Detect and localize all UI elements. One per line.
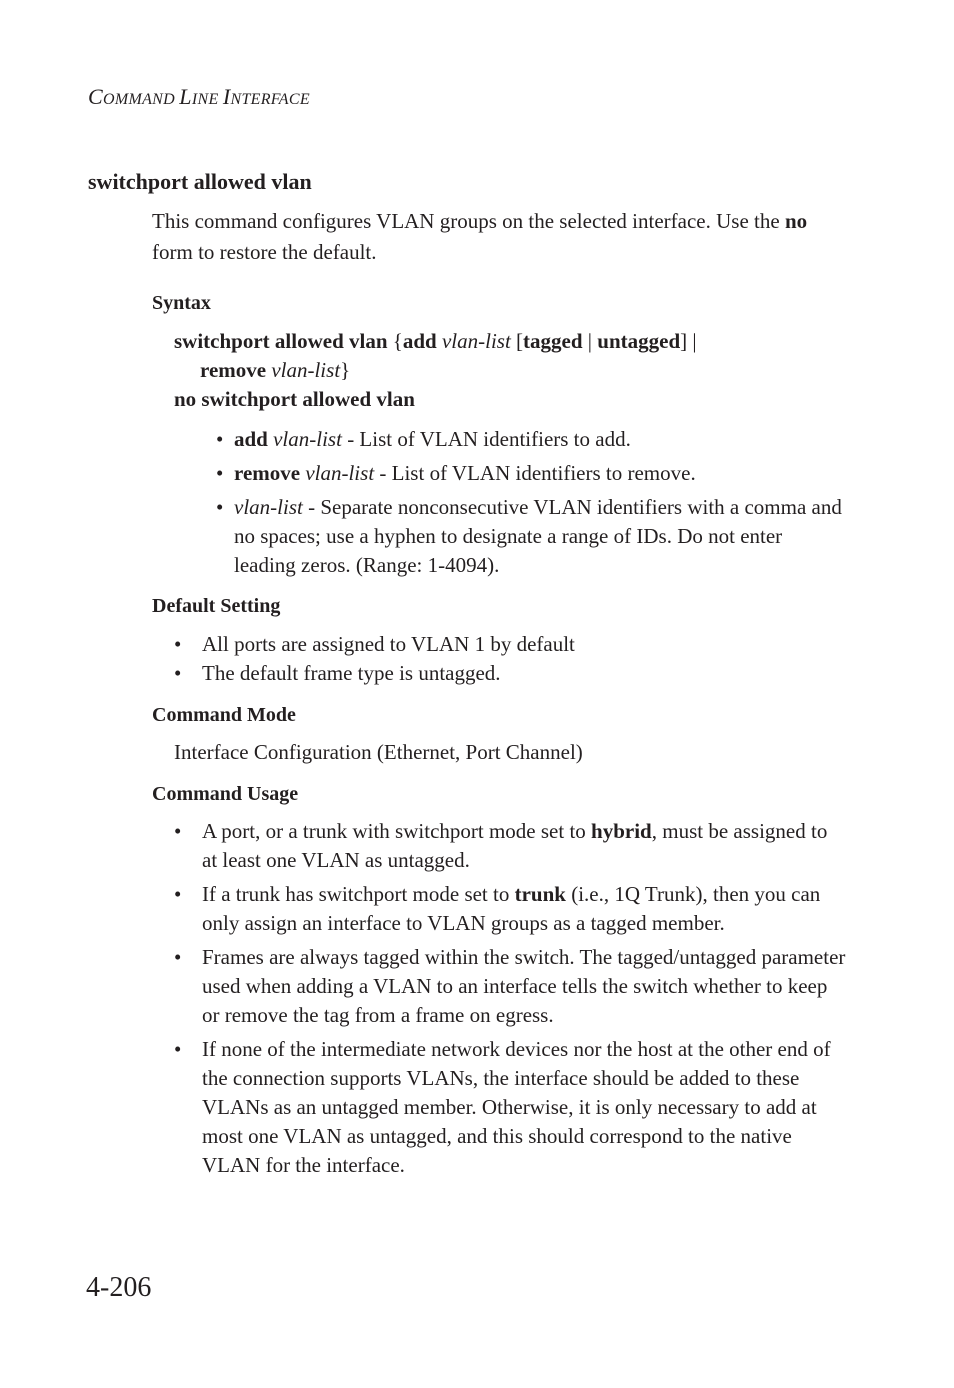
command-usage-heading: Command Usage — [152, 783, 299, 805]
list-item: • All ports are assigned to VLAN 1 by default — [174, 632, 575, 656]
syntax-parameter-list — [216, 425, 846, 580]
list-item: • add vlan-list - List of VLAN identifiers to add. — [216, 427, 631, 451]
list-item: • If a trunk has switchport mode set to trunk (i.e., 1Q Trunk), then you can only assign an interface to VLAN groups as a tagged member. — [174, 882, 821, 935]
list-item: • The default frame type is untagged. — [174, 661, 501, 685]
command-title: switchport allowed vlan — [88, 169, 312, 194]
command-mode-text: Interface Configuration (Ethernet, Port Channel) — [174, 740, 583, 764]
list-item: • If none of the intermediate network devices nor the host at the other end of the connection supports VLANs, the interface should be added to these VLANs as an untagged member. Otherwise, it is only necessary to add at most one VLAN as untagged, and this should correspond to the native VLAN for the interface. — [174, 1037, 831, 1177]
command-mode-heading: Command Mode — [152, 704, 296, 726]
page-number: 4-206 — [86, 1272, 152, 1303]
list-item: • Frames are always tagged within the switch. The tagged/untagged parameter used when adding a VLAN to an interface tells the switch whether to keep or remove the tag from a frame on egress. — [174, 945, 846, 1027]
command-usage-list — [174, 817, 847, 1180]
syntax-line-3: no switchport allowed vlan — [174, 387, 415, 411]
syntax-heading: Syntax — [152, 292, 211, 314]
default-setting-list — [174, 630, 847, 688]
command-description: This command configures VLAN groups on the selected interface. Use the no form to restore the default. — [152, 209, 808, 264]
list-item: • A port, or a trunk with switchport mode set to hybrid, must be assigned to at least one VLAN as untagged. — [174, 819, 828, 872]
syntax-line-2: remove vlan-list} — [200, 358, 351, 382]
list-item: • remove vlan-list - List of VLAN identifiers to remove. — [216, 461, 696, 485]
default-setting-heading: Default Setting — [152, 595, 281, 617]
syntax-line-1: switchport allowed vlan {add vlan-list [tagged | untagged] | — [174, 329, 697, 353]
list-item: • vlan-list - Separate nonconsecutive VLAN identifiers with a comma and no spaces; use a hyphen to designate a range of IDs. Do not enter leading zeros. (Range: 1-4094). — [216, 495, 842, 577]
running-header: COMMAND LINE INTERFACE — [88, 84, 310, 109]
